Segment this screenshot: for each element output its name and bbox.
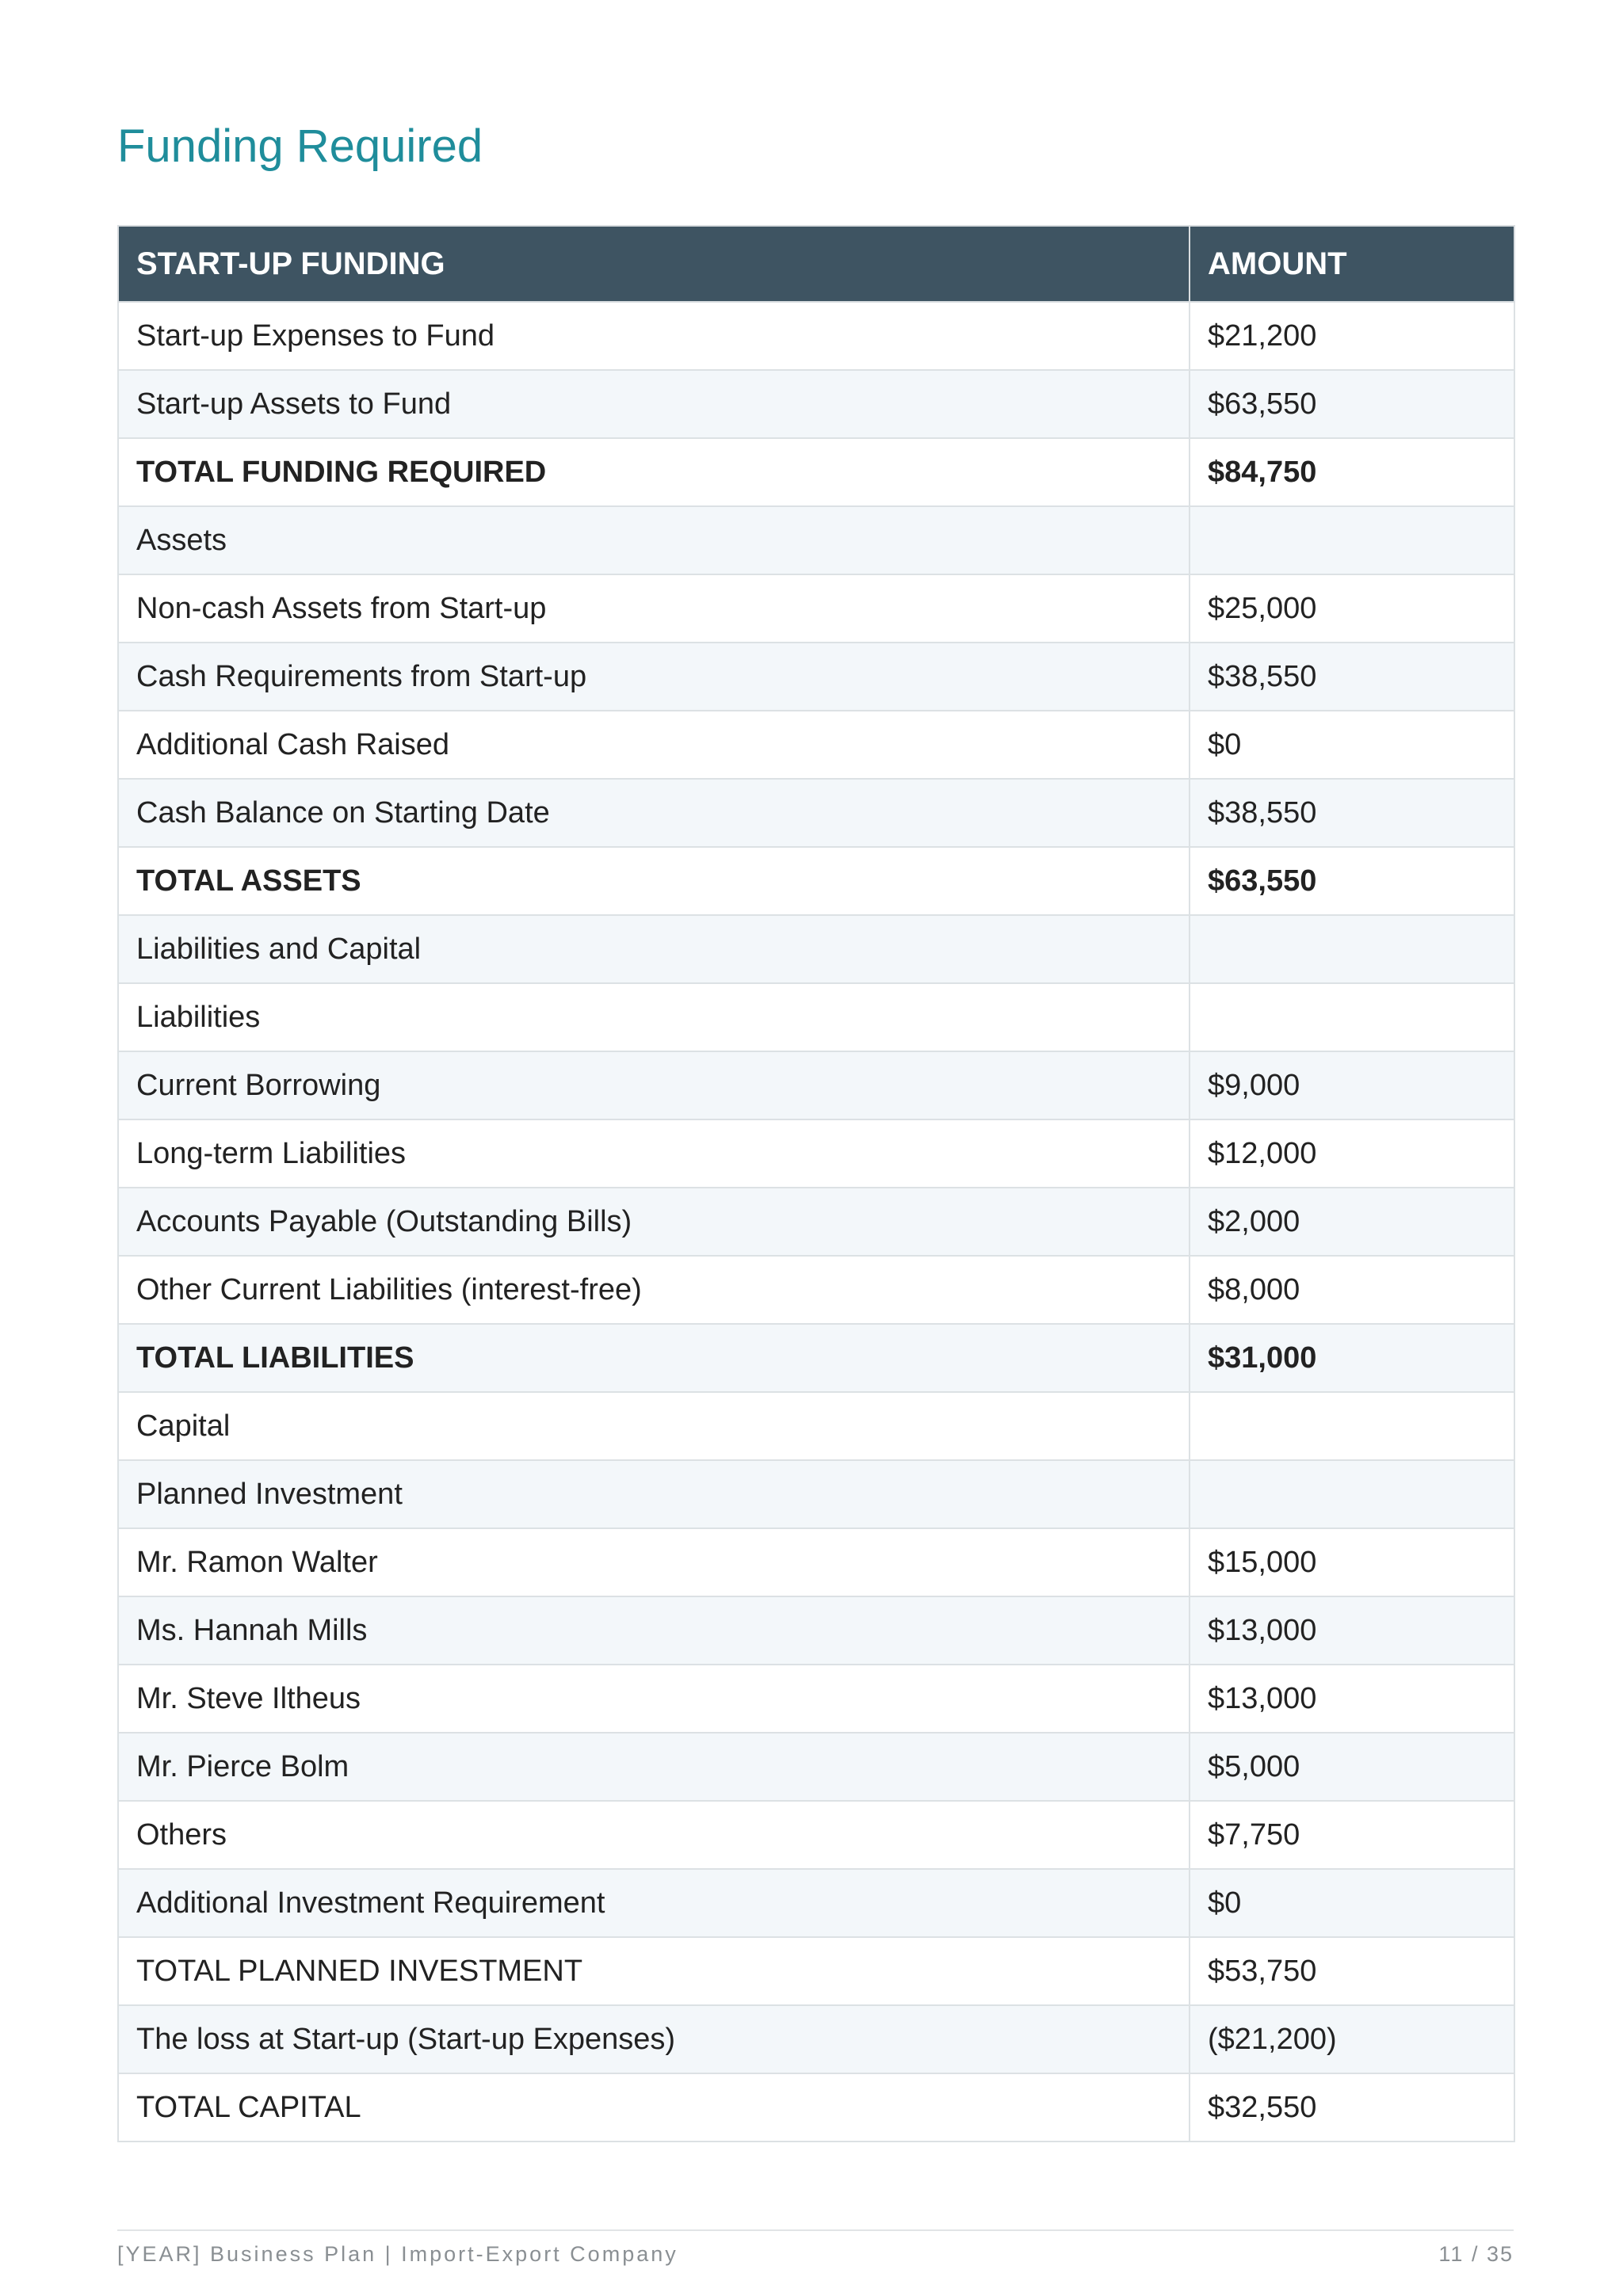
column-header-amount: AMOUNT (1190, 226, 1514, 302)
row-amount: $21,200 (1190, 302, 1514, 370)
row-label: Non-cash Assets from Start-up (118, 574, 1190, 643)
table-row (118, 1869, 1514, 1937)
row-amount: $31,000 (1190, 1324, 1514, 1392)
row-amount (1190, 915, 1514, 983)
row-label: Capital (118, 1392, 1190, 1460)
footer-document-title: [YEAR] Business Plan | Import-Export Company (117, 2242, 678, 2266)
row-amount: $63,550 (1190, 370, 1514, 438)
row-amount: $12,000 (1190, 1119, 1514, 1188)
table-row (118, 643, 1514, 711)
row-amount: $32,550 (1190, 2073, 1514, 2142)
row-amount: ($21,200) (1190, 2005, 1514, 2073)
table-row (118, 1188, 1514, 1256)
table-row (118, 711, 1514, 779)
table-row (118, 1392, 1514, 1460)
row-label: Cash Requirements from Start-up (118, 643, 1190, 711)
table-row (118, 2073, 1514, 2142)
table-row (118, 847, 1514, 915)
row-label: Mr. Pierce Bolm (118, 1733, 1190, 1801)
table-row (118, 1324, 1514, 1392)
footer-divider (117, 2229, 1514, 2231)
row-amount: $5,000 (1190, 1733, 1514, 1801)
row-amount: $63,550 (1190, 847, 1514, 915)
table-row (118, 1937, 1514, 2005)
table-row (118, 779, 1514, 847)
footer-page-number: 11 / 35 (1438, 2242, 1514, 2266)
row-amount: $38,550 (1190, 643, 1514, 711)
row-label: Liabilities and Capital (118, 915, 1190, 983)
row-amount: $7,750 (1190, 1801, 1514, 1869)
row-label: Additional Cash Raised (118, 711, 1190, 779)
row-amount: $25,000 (1190, 574, 1514, 643)
table-row (118, 1460, 1514, 1528)
table-row (118, 1596, 1514, 1665)
table-row (118, 1665, 1514, 1733)
table-row (118, 1801, 1514, 1869)
row-amount: $8,000 (1190, 1256, 1514, 1324)
row-amount: $0 (1190, 711, 1514, 779)
row-amount: $13,000 (1190, 1596, 1514, 1665)
row-label: Liabilities (118, 983, 1190, 1051)
row-amount (1190, 983, 1514, 1051)
table-row (118, 1733, 1514, 1801)
table-row (118, 1256, 1514, 1324)
row-label: Other Current Liabilities (interest-free) (118, 1256, 1190, 1324)
row-label: Additional Investment Requirement (118, 1869, 1190, 1937)
table-row (118, 438, 1514, 506)
funding-table (117, 225, 1515, 2142)
table-body (118, 302, 1514, 2142)
row-label: TOTAL PLANNED INVESTMENT (118, 1937, 1190, 2005)
page-title: Funding Required (117, 120, 483, 172)
table-row (118, 302, 1514, 370)
row-amount: $38,550 (1190, 779, 1514, 847)
row-label: Long-term Liabilities (118, 1119, 1190, 1188)
row-amount: $0 (1190, 1869, 1514, 1937)
row-amount (1190, 1460, 1514, 1528)
table-row (118, 2005, 1514, 2073)
column-header-funding: START-UP FUNDING (118, 226, 1190, 302)
row-amount (1190, 1392, 1514, 1460)
table-row (118, 1528, 1514, 1596)
row-label: TOTAL CAPITAL (118, 2073, 1190, 2142)
row-amount: $15,000 (1190, 1528, 1514, 1596)
row-amount: $9,000 (1190, 1051, 1514, 1119)
table-row (118, 506, 1514, 574)
row-label: Cash Balance on Starting Date (118, 779, 1190, 847)
row-label: Current Borrowing (118, 1051, 1190, 1119)
table-row (118, 983, 1514, 1051)
row-label: Others (118, 1801, 1190, 1869)
row-label: Assets (118, 506, 1190, 574)
row-amount: $53,750 (1190, 1937, 1514, 2005)
row-label: TOTAL ASSETS (118, 847, 1190, 915)
row-amount: $2,000 (1190, 1188, 1514, 1256)
row-amount: $84,750 (1190, 438, 1514, 506)
table-row (118, 574, 1514, 643)
row-label: TOTAL FUNDING REQUIRED (118, 438, 1190, 506)
row-label: Accounts Payable (Outstanding Bills) (118, 1188, 1190, 1256)
row-label: Mr. Ramon Walter (118, 1528, 1190, 1596)
table-row (118, 1119, 1514, 1188)
row-label: Planned Investment (118, 1460, 1190, 1528)
table-row (118, 370, 1514, 438)
row-label: Mr. Steve Iltheus (118, 1665, 1190, 1733)
row-label: Start-up Expenses to Fund (118, 302, 1190, 370)
row-amount (1190, 506, 1514, 574)
row-label: The loss at Start-up (Start-up Expenses) (118, 2005, 1190, 2073)
table-row (118, 915, 1514, 983)
row-label: TOTAL LIABILITIES (118, 1324, 1190, 1392)
table-header-row (118, 226, 1514, 302)
table-row (118, 1051, 1514, 1119)
row-amount: $13,000 (1190, 1665, 1514, 1733)
row-label: Ms. Hannah Mills (118, 1596, 1190, 1665)
row-label: Start-up Assets to Fund (118, 370, 1190, 438)
